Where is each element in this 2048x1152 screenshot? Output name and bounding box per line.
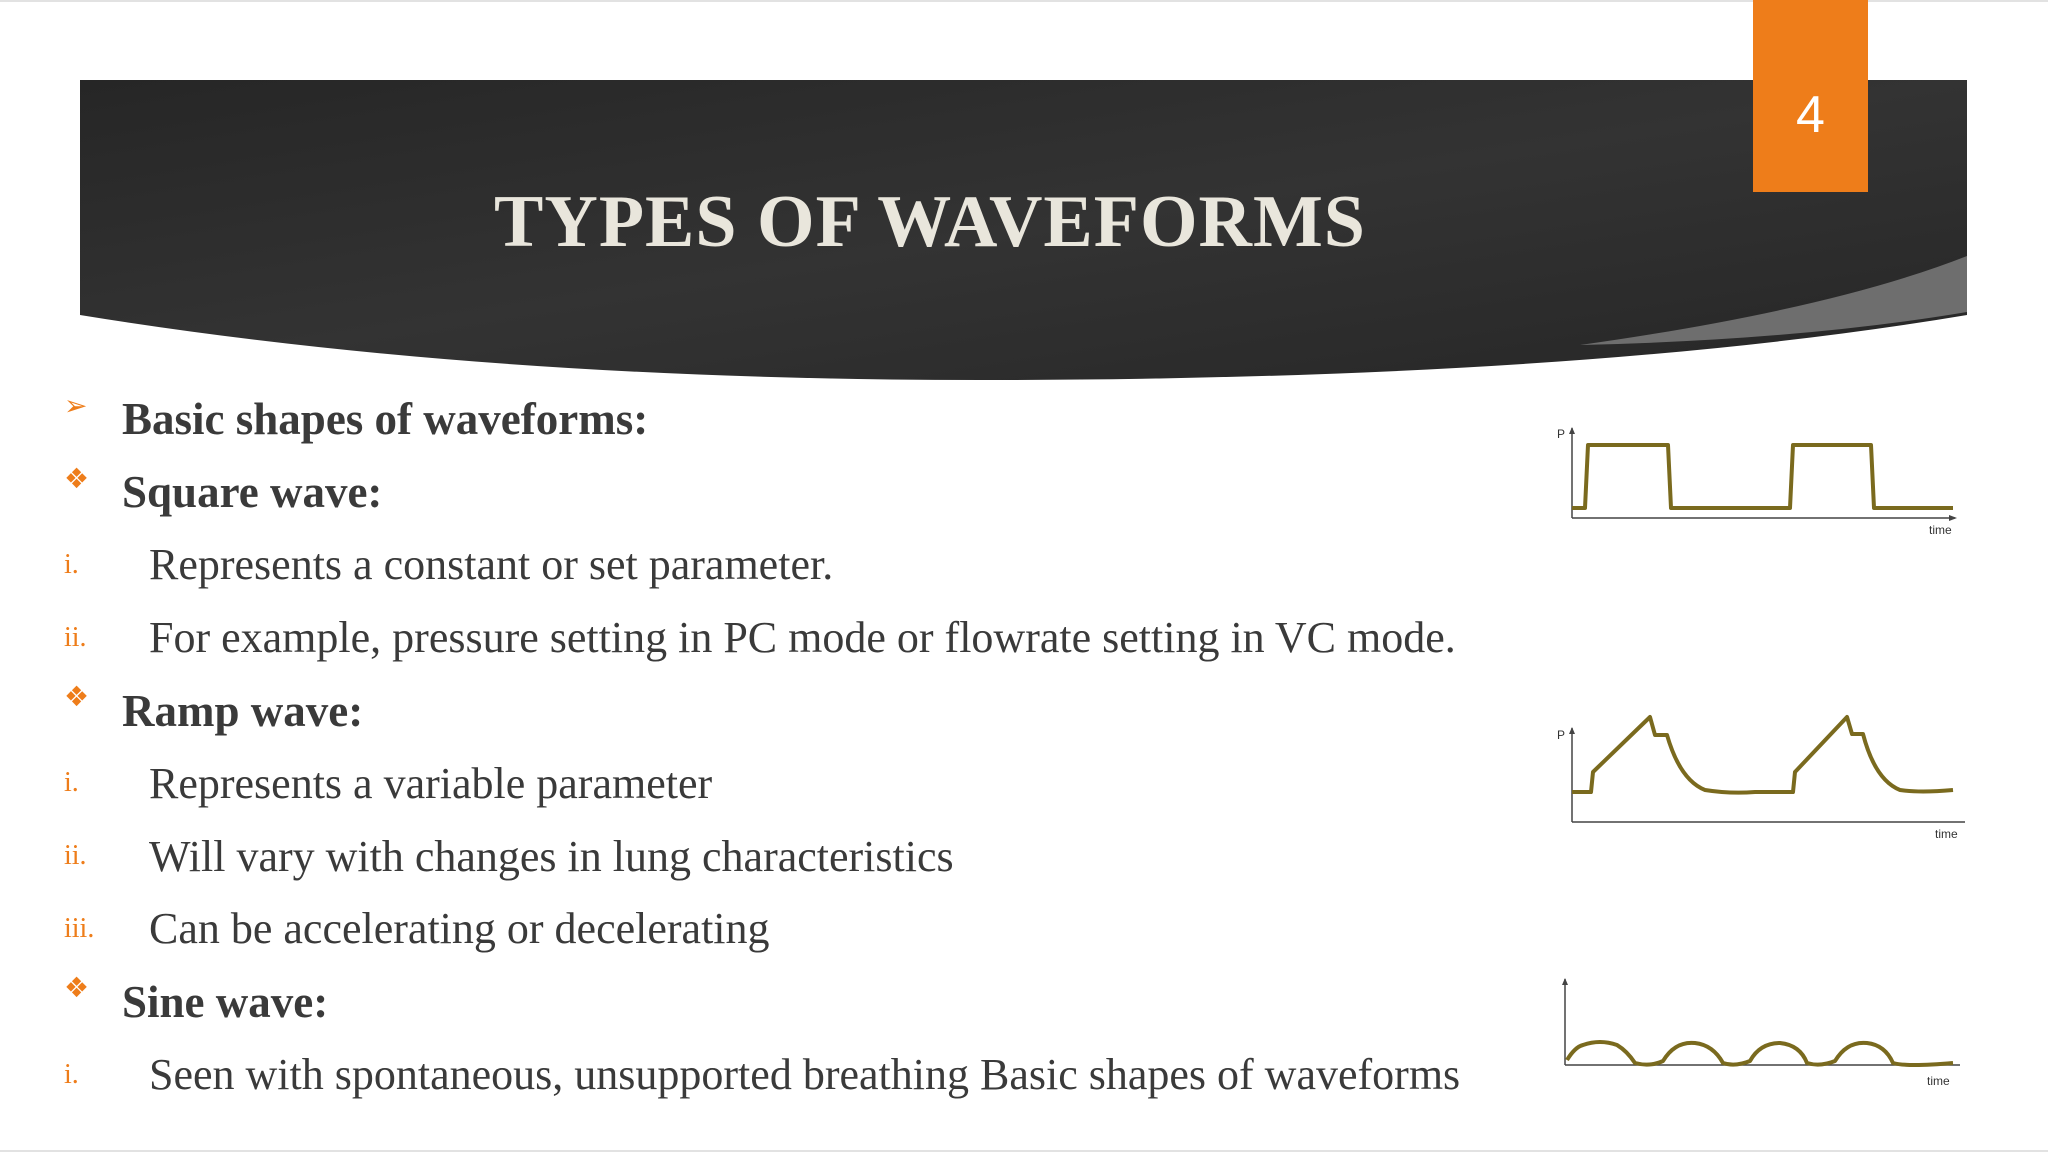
list-item	[64, 456, 1524, 529]
slide-number: 4	[1796, 86, 1825, 144]
x-axis-label: time	[1929, 523, 1952, 537]
list-item	[64, 674, 1524, 747]
slide-content	[64, 383, 1524, 1111]
y-axis-label: P	[1557, 427, 1566, 441]
roman-numeral: ii.	[64, 840, 87, 872]
sine-wave-trace	[1567, 1042, 1953, 1065]
section-heading: Square wave:	[122, 467, 383, 518]
list-item	[64, 529, 1524, 602]
diamond-bullet-icon: ❖	[64, 461, 90, 495]
item-text: For example, pressure setting in PC mode or flowrate setting in VC mode.	[149, 613, 1456, 663]
roman-numeral: i.	[64, 1058, 79, 1090]
item-text: Will vary with changes in lung characteristics	[149, 831, 954, 881]
list-item	[64, 601, 1524, 674]
list-item	[64, 1038, 1524, 1111]
square-wave-trace	[1572, 445, 1953, 508]
y-axis-label: P	[1557, 728, 1566, 742]
slide-title: TYPES OF WAVEFORMS	[494, 181, 1366, 263]
ramp-wave-figure	[1555, 702, 1970, 842]
slide-number-badge	[1753, 0, 1868, 192]
arrow-bullet-icon: ➢	[64, 389, 88, 422]
sine-wave-figure	[1555, 975, 1965, 1095]
roman-numeral: iii.	[64, 912, 95, 944]
square-wave-figure	[1555, 420, 1965, 540]
top-rule	[0, 0, 2048, 2]
section-heading: Sine wave:	[122, 976, 329, 1027]
item-text: Seen with spontaneous, unsupported breathing Basic shapes of waveforms	[149, 1050, 1461, 1100]
list-item	[64, 747, 1524, 820]
x-axis-label: time	[1935, 827, 1958, 841]
section-heading: Ramp wave:	[122, 685, 364, 736]
roman-numeral: i.	[64, 548, 79, 580]
ramp-wave-trace	[1572, 717, 1953, 793]
item-text: Can be accelerating or decelerating	[149, 904, 770, 954]
x-axis-label: time	[1927, 1074, 1950, 1088]
diamond-bullet-icon: ❖	[64, 680, 90, 714]
list-item	[64, 820, 1524, 893]
item-text: Represents a variable parameter	[149, 758, 713, 808]
list-item	[64, 965, 1524, 1038]
diamond-bullet-icon: ❖	[64, 971, 90, 1005]
item-text: Represents a constant or set parameter.	[149, 540, 834, 590]
roman-numeral: i.	[64, 767, 79, 799]
roman-numeral: ii.	[64, 621, 87, 653]
list-item	[64, 893, 1524, 966]
section-heading: Basic shapes of waveforms:	[122, 394, 649, 445]
list-item	[64, 383, 1524, 456]
